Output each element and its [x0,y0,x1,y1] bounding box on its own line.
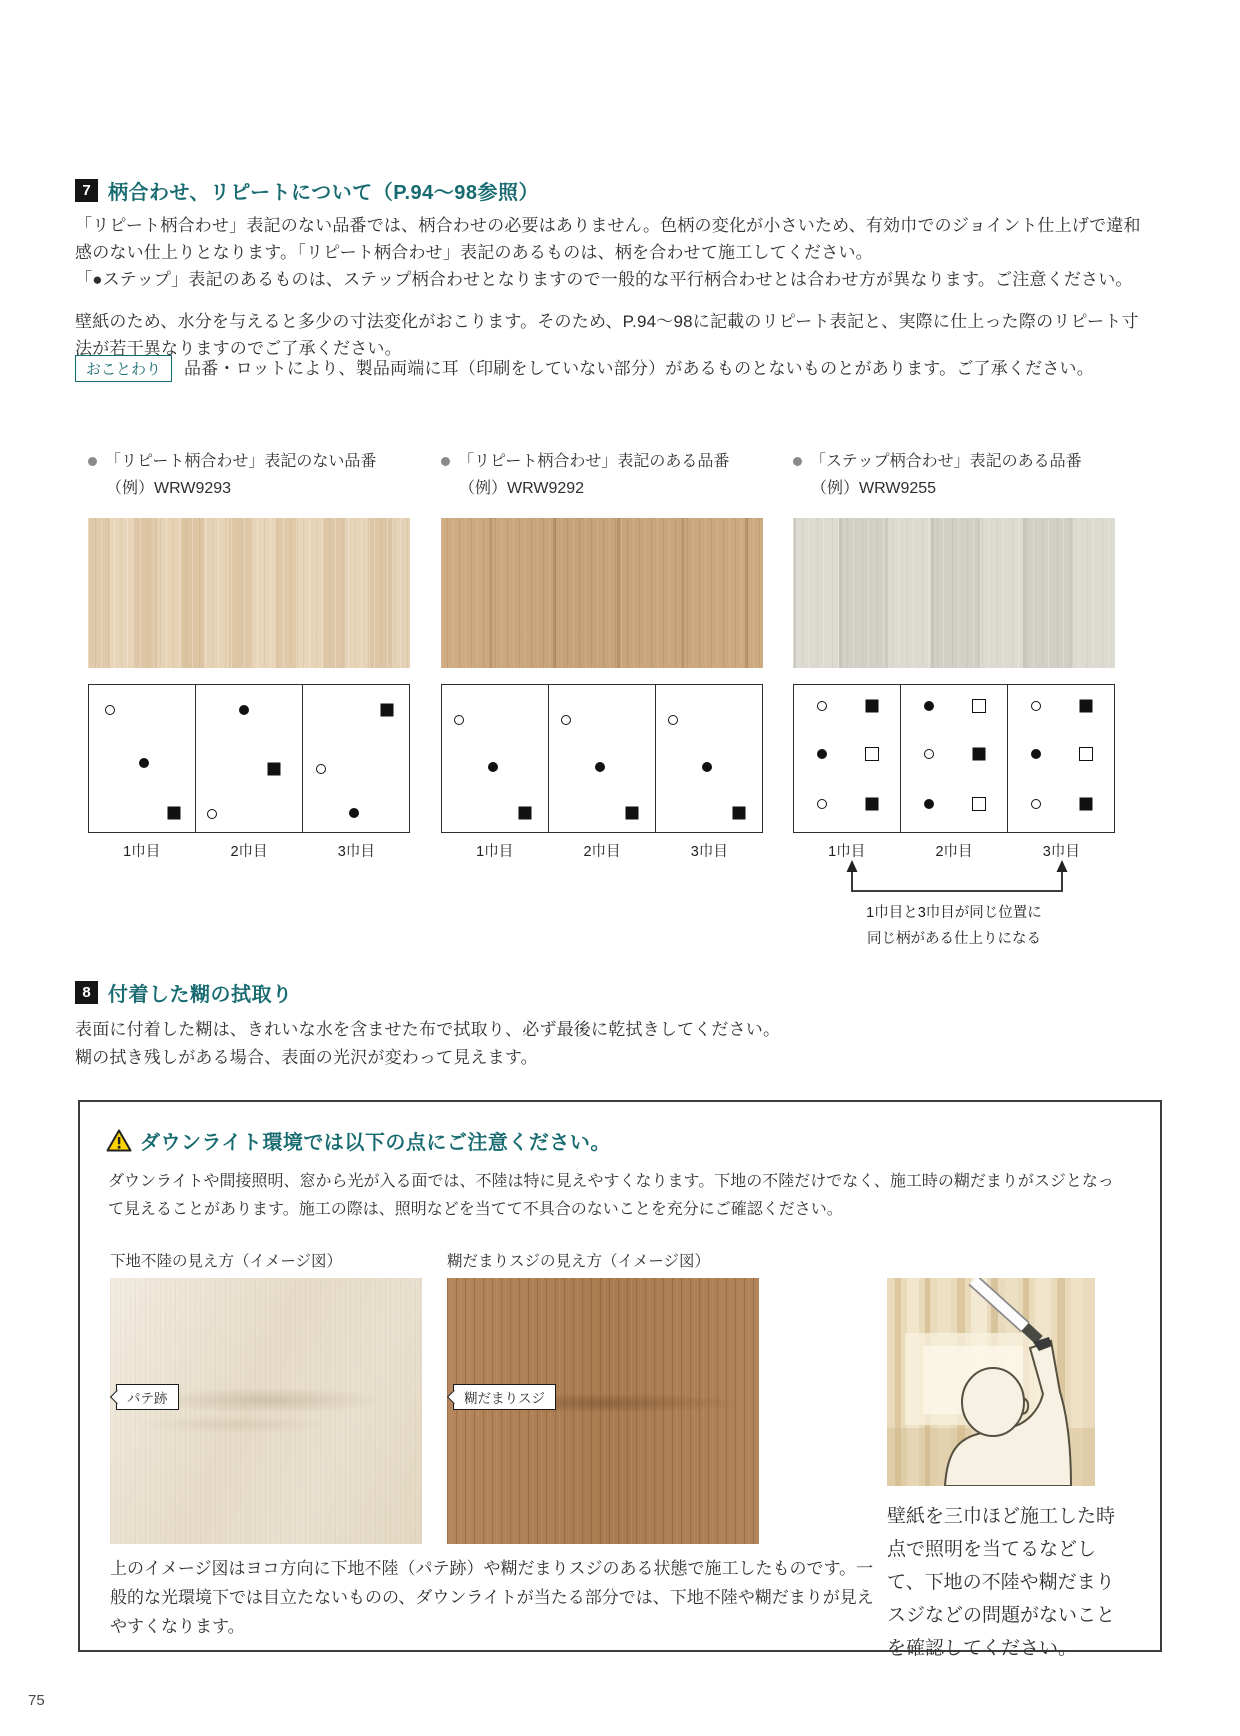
diagram-panel [196,685,303,832]
pattern-mark-sq [866,798,879,811]
column1-example-code: （例）WRW9293 [106,480,232,497]
column1-header [88,448,410,475]
pattern-mark-sq [625,806,638,819]
pattern-mark-osq [972,699,986,713]
pattern-mark-o [817,799,827,809]
section8-title: 付着した糊の拭取り [108,984,293,1006]
pattern-mark-dot [349,808,359,818]
diagram-panel [656,685,762,832]
bullet-icon [793,457,802,466]
column3-header-label: 「ステップ柄合わせ」表記のある品番 [810,453,1082,470]
glue-streak-tag: 糊だまりスジ [453,1384,556,1410]
pattern-mark-dot [139,758,149,768]
step-note [793,900,1115,952]
bullet-icon [441,457,450,466]
okotowari-text: 品番・ロットにより、製品両端に耳（印刷をしていない部分）があるものとないものとがあります。ご了承ください。 [184,359,1094,378]
pattern-mark-dot [702,762,712,772]
sample-column-step [793,448,1115,1013]
okotowari-note [75,355,1155,382]
same-position-bracket-arrows [793,857,1115,901]
diagram-panel [442,685,549,832]
worker-head [962,1368,1024,1436]
up-arrow-icon [1057,860,1068,872]
section7-title: 柄合わせ、リピートについて（P.94〜98参照） [108,182,540,204]
pattern-mark-dot [817,749,827,759]
wallpaper-sample-wrw9255 [793,518,1115,668]
width-label-3: 3巾目 [690,844,728,860]
column3-example-code: （例）WRW9255 [811,480,937,497]
pattern-mark-o [1031,799,1041,809]
caution-bottom-caption: 上のイメージ図はヨコ方向に下地不陸（パテ跡）や糊だまりスジのある状態で施工したものです。一般的な光環境下では目立たないものの、ダウンライトが当たる部分では、下地不陸や糊だまりが見えやすくなります。 [110,1559,874,1636]
section7-header [75,176,539,205]
pattern-mark-sq [268,762,281,775]
section7-paragraph-2: 「●ステップ」表記のあるものは、ステップ柄合わせとなりますので一般的な平行柄合わせとは合わせ方が異なります。ご注意ください。 [75,270,1133,289]
pattern-diagram-no-repeat [88,684,410,833]
sample-column-repeat [441,448,763,1013]
diagram-panel [901,685,1008,832]
pattern-mark-osq [1079,747,1093,761]
substrate-unevenness-image [110,1278,422,1544]
pattern-diagram-repeat [441,684,763,833]
pattern-mark-dot [488,762,498,772]
diagram-panel [794,685,901,832]
pattern-mark-o [105,705,115,715]
pattern-mark-o [668,715,678,725]
pattern-mark-sq [518,806,531,819]
section7-paragraph-3: 壁紙のため、水分を与えると多少の寸法変化がおこります。そのため、P.94〜98に記載のリピート表記と、実際に仕上った際のリピート寸法が若干異なりますのでご了承ください。 [75,312,1139,358]
caution-right-caption: 壁紙を三巾ほど施工した時点で照明を当てるなどして、下地の不陸や糊だまりスジなどの問題がないことを確認してください。 [887,1506,1116,1659]
pattern-mark-osq [865,747,879,761]
pattern-mark-dot [239,705,249,715]
section7-paragraph-1: 「リピート柄合わせ」表記のない品番では、柄合わせの必要はありません。色柄の変化が小さいため、有効巾でのジョイント仕上げで違和感のない仕上りとなります。「リピート柄合わせ」表記のあるものは、柄を合わせて施工してください。 [75,216,1141,262]
okotowari-label: おことわり [75,355,172,382]
pattern-mark-sq [1080,798,1093,811]
pattern-mark-osq [972,797,986,811]
width-labels [88,840,410,861]
step-note-line1: 1巾目と3巾目が同じ位置に [866,905,1042,921]
pattern-mark-sq [1080,699,1093,712]
pattern-mark-o [207,809,217,819]
column2-header-label: 「リピート柄合わせ」表記のある品番 [458,453,730,470]
diagram-panel [549,685,656,832]
pattern-mark-sq [973,748,986,761]
column2-header [441,448,763,475]
column1-header-label: 「リピート柄合わせ」表記のない品番 [105,453,377,470]
width-label-1: 1巾目 [476,844,514,860]
pattern-mark-o [1031,701,1041,711]
column3-header [793,448,1115,475]
downlight-caution-box [78,1100,1162,1659]
up-arrow-icon [847,860,858,872]
caption-substrate-unevenness: 下地不陸の見え方（イメージ図） [110,1253,343,1270]
width-label-1: 1巾目 [828,844,866,860]
diagram-panel [89,685,196,832]
putty-mark-tag: パテ跡 [116,1384,179,1410]
width-label-3: 3巾目 [1042,844,1080,860]
pattern-mark-o [924,749,934,759]
caution-paragraph: ダウンライトや間接照明、窓から光が入る面では、不陸は特に見えやすくなります。下地の不陸だけでなく、施工時の糊だまりがスジとなって見えることがあります。施工の際は、照明などを当てて不具合のないことを充分にご確認ください。 [108,1173,1114,1218]
wallpaper-sample-wrw9293 [88,518,410,668]
pattern-mark-dot [924,799,934,809]
diagram-panel [1008,685,1114,832]
bullet-icon [88,457,97,466]
caution-title: ダウンライト環境では以下の点にご注意ください。 [140,1132,611,1154]
pattern-mark-sq [167,806,180,819]
pattern-mark-o [454,715,464,725]
section8-paragraph-2: 糊の拭き残しがある場合、表面の光沢が変わって見えます。 [75,1048,538,1067]
section8-header [75,978,293,1007]
pattern-mark-sq [380,703,393,716]
caution-title-row [106,1126,611,1155]
width-label-1: 1巾目 [123,844,161,860]
section7-number-badge: 7 [75,179,98,202]
step-note-line2: 同じ柄がある仕上りになる [867,931,1041,947]
section8-paragraph-1: 表面に付着した糊は、きれいな水を含ませた布で拭取り、必ず最後に乾拭きしてください。 [75,1020,781,1039]
glue-streak-image [447,1278,759,1544]
section8-number-badge: 8 [75,981,98,1004]
page-number: 75 [28,1692,45,1709]
width-label-2: 2巾目 [583,844,621,860]
pattern-diagram-step [793,684,1115,833]
pattern-mark-dot [1031,749,1041,759]
pattern-mark-o [817,701,827,711]
pattern-mark-o [561,715,571,725]
pattern-mark-dot [595,762,605,772]
diagram-panel [303,685,409,832]
wallpaper-sample-wrw9292 [441,518,763,668]
pattern-mark-sq [732,806,745,819]
width-label-2: 2巾目 [230,844,268,860]
sample-column-no-repeat [88,448,410,1013]
pattern-mark-sq [866,699,879,712]
warning-triangle-icon [106,1128,132,1153]
pattern-mark-dot [924,701,934,711]
pattern-mark-o [316,764,326,774]
width-labels [441,840,763,861]
width-label-2: 2巾目 [935,844,973,860]
worker-light-check-illustration [887,1278,1095,1486]
column2-example-code: （例）WRW9292 [459,480,585,497]
width-label-3: 3巾目 [337,844,375,860]
caption-glue-streaks: 糊だまりスジの見え方（イメージ図） [447,1253,711,1270]
